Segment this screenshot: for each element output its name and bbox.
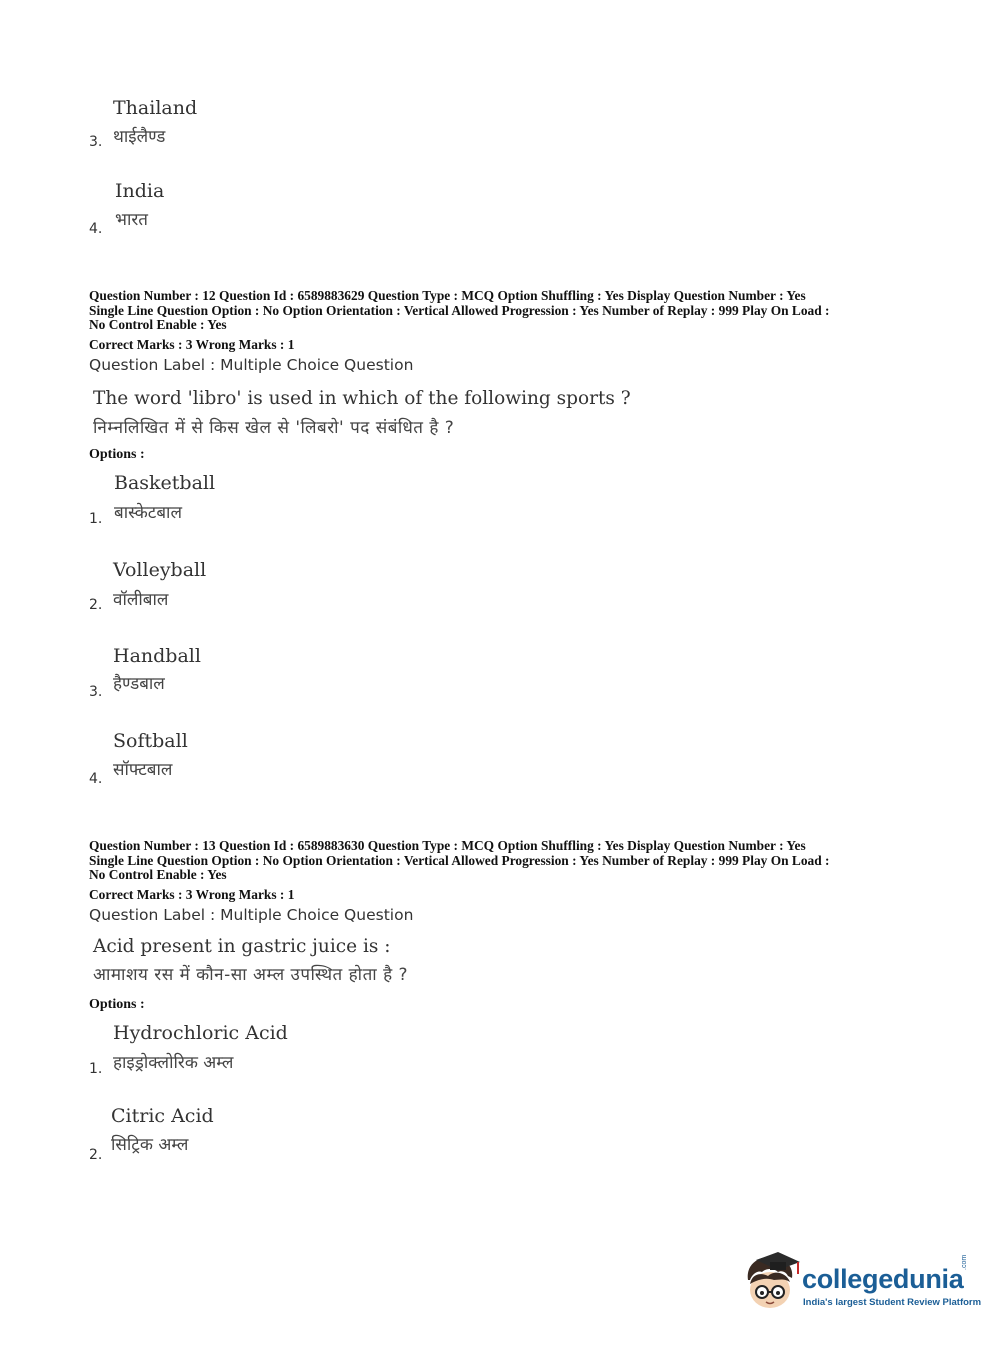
option-number: 1.	[89, 511, 103, 527]
option-number: 2.	[89, 597, 103, 613]
question-meta-line: No Control Enable : Yes	[89, 317, 227, 332]
option-number: 3.	[89, 684, 103, 700]
option-number: 1.	[89, 1061, 103, 1077]
option-hindi: भारत	[115, 210, 148, 230]
question-meta-line: Question Number : 13 Question Id : 6589883630 Question Type : MCQ Option Shuffling : Yes Display Question Number : Yes	[89, 838, 806, 853]
option-hindi: सॉफ्टबाल	[113, 760, 173, 780]
option-hindi: सिट्रिक अम्ल	[111, 1135, 189, 1155]
option-english: Basketball	[114, 472, 216, 494]
question-meta-line: Question Number : 12 Question Id : 6589883629 Question Type : MCQ Option Shuffling : Yes Display Question Number : Yes	[89, 288, 806, 303]
option-english: Citric Acid	[111, 1105, 214, 1127]
option-english: Handball	[113, 645, 201, 667]
option-number: 4.	[89, 771, 103, 787]
option-english: Thailand	[113, 97, 198, 119]
question-marks: Correct Marks : 3 Wrong Marks : 1	[89, 887, 295, 902]
question-text-english: The word 'libro' is used in which of the following sports ?	[93, 388, 631, 409]
question-label: Question Label : Multiple Choice Question	[89, 356, 414, 374]
logo-wordmark: collegedunia	[802, 1264, 964, 1294]
question-text-hindi: निम्नलिखित में से किस खेल से 'लिबरो' पद संबंधित है ?	[93, 418, 455, 438]
option-hindi: थाईलैण्ड	[113, 127, 166, 147]
option-english: Volleyball	[113, 559, 207, 581]
option-hindi: बास्केटबाल	[114, 503, 182, 523]
question-meta-line: Single Line Question Option : No Option Orientation : Vertical Allowed Progression : Yes Number of Replay : 999 Play On Load :	[89, 852, 830, 868]
question-meta-line: Single Line Question Option : No Option Orientation : Vertical Allowed Progression : Yes Number of Replay : 999 Play On Load :	[89, 302, 830, 318]
option-hindi: हाइड्रोक्लोरिक अम्ल	[113, 1053, 234, 1073]
logo-domain-suffix	[961, 1255, 968, 1270]
option-english: India	[115, 180, 165, 202]
question-meta	[89, 839, 829, 883]
option-hindi: हैण्डबाल	[113, 674, 165, 694]
option-number: 3.	[89, 134, 103, 150]
question-text-english: Acid present in gastric juice is :	[93, 936, 391, 957]
question-meta	[89, 289, 829, 333]
option-number: 4.	[89, 221, 103, 237]
question-text-hindi: आमाशय रस में कौन-सा अम्ल उपस्थित होता है ?	[93, 965, 409, 985]
option-english: Hydrochloric Acid	[113, 1022, 288, 1044]
option-hindi: वॉलीबाल	[113, 590, 169, 610]
question-marks: Correct Marks : 3 Wrong Marks : 1	[89, 337, 295, 352]
option-number: 2.	[89, 1147, 103, 1163]
options-label: Options :	[89, 997, 145, 1012]
question-label: Question Label : Multiple Choice Question	[89, 906, 414, 924]
logo-tagline: India's largest Student Review Platform	[803, 1297, 982, 1308]
collegedunia-mascot-icon	[742, 1250, 802, 1312]
logo-suffix: .com	[961, 1254, 968, 1270]
options-label: Options :	[89, 447, 145, 462]
option-english: Softball	[113, 730, 188, 752]
question-meta-line: No Control Enable : Yes	[89, 867, 227, 882]
